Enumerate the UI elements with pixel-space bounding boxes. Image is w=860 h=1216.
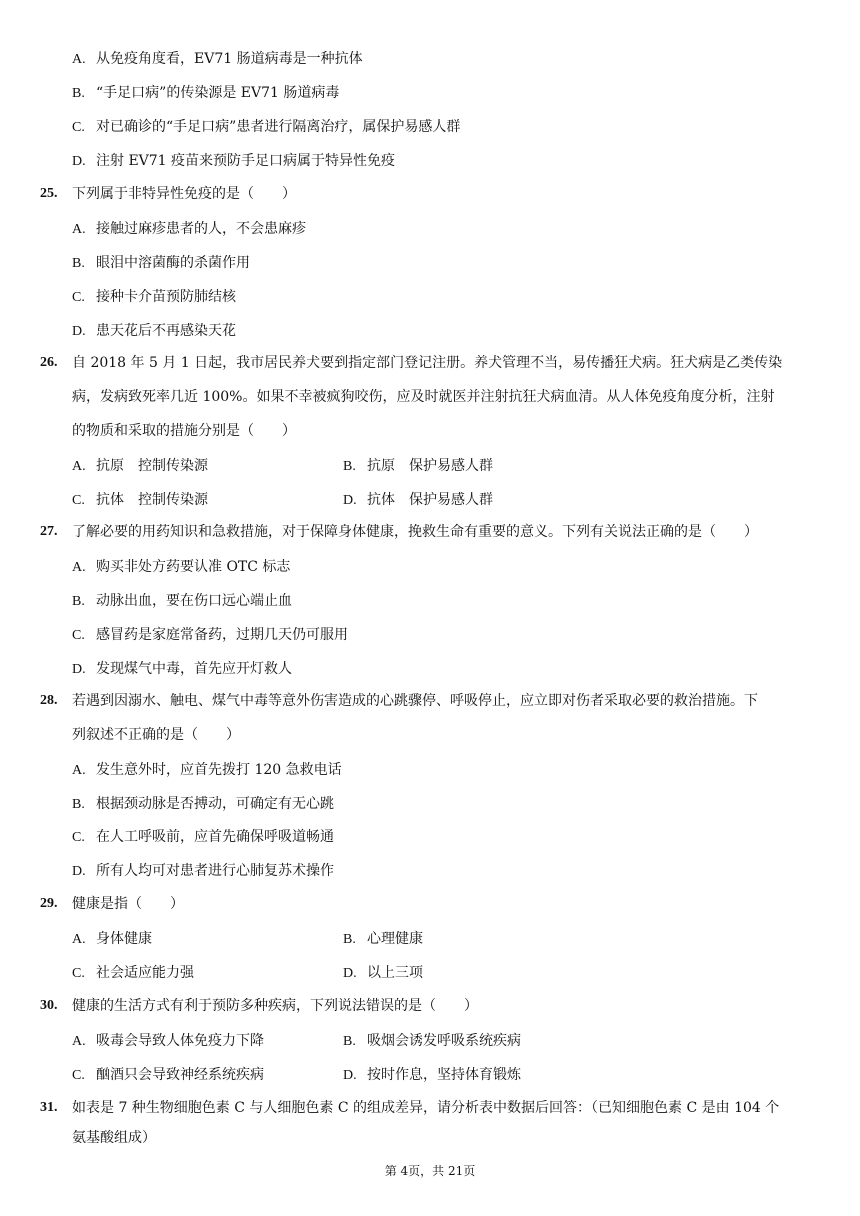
q26-stem-line1: 自 2018 年 5 月 1 日起，我市居民养犬要到指定部门登记注册。养犬管理不当，易传播狂犬病。狂犬病是乙类传染 bbox=[72, 355, 783, 371]
q27-option-c: C. 感冒药是家庭常备药，过期几天仍可服用 bbox=[72, 627, 348, 643]
q29-stem: 健康是指（ ） bbox=[72, 896, 184, 912]
q27-option-a: A. 购买非处方药要认准 OTC 标志 bbox=[72, 559, 291, 575]
q24-option-c: C. 对已确诊的“手足口病”患者进行隔离治疗，属保护易感人群 bbox=[72, 119, 461, 135]
q30-option-c: C. 酗酒只会导致神经系统疾病 bbox=[72, 1067, 264, 1083]
q30-option-a: A. 吸毒会导致人体免疫力下降 bbox=[72, 1033, 264, 1049]
q25-option-a: A. 接触过麻疹患者的人，不会患麻疹 bbox=[72, 221, 306, 237]
q25-stem: 下列属于非特异性免疫的是（ ） bbox=[72, 186, 296, 202]
q25-option-c: C. 接种卡介苗预防肺结核 bbox=[72, 289, 236, 305]
q31-number: 31. bbox=[40, 1100, 58, 1115]
page-footer: 第 4页，共 21页 bbox=[384, 1164, 476, 1178]
q29-option-d: D. 以上三项 bbox=[343, 965, 423, 981]
q27-option-d: D. 发现煤气中毒，首先应开灯救人 bbox=[72, 661, 292, 677]
q28-option-c: C. 在人工呼吸前，应首先确保呼吸道畅通 bbox=[72, 829, 334, 845]
q25-option-d: D. 患天花后不再感染天花 bbox=[72, 323, 236, 339]
q27-number: 27. bbox=[40, 524, 58, 539]
q26-number: 26. bbox=[40, 355, 58, 370]
q31-stem-line2: 氨基酸组成） bbox=[72, 1130, 156, 1146]
q25-option-b: B. 眼泪中溶菌酶的杀菌作用 bbox=[72, 255, 250, 271]
q29-number: 29. bbox=[40, 896, 58, 911]
q27-option-b: B. 动脉出血，要在伤口远心端止血 bbox=[72, 593, 292, 609]
q28-number: 28. bbox=[40, 693, 58, 708]
q24-option-d: D. 注射 EV71 疫苗来预防手足口病属于特异性免疫 bbox=[72, 153, 396, 169]
q28-stem-line2: 列叙述不正确的是（ ） bbox=[72, 727, 240, 743]
q31-stem-line1: 如表是 7 种生物细胞色素 C 与人细胞色素 C 的组成差异，请分析表中数据后回答：（已知细胞色素 C 是由 104 个 bbox=[72, 1100, 780, 1116]
q28-option-a: A. 发生意外时，应首先拨打 120 急救电话 bbox=[72, 762, 342, 778]
q27-stem: 了解必要的用药知识和急救措施，对于保障身体健康，挽救生命有重要的意义。下列有关说法正确的是（ ） bbox=[72, 524, 758, 540]
q26-option-c: C. 抗体 控制传染源 bbox=[72, 492, 208, 508]
q28-stem-line1: 若遇到因溺水、触电、煤气中毒等意外伤害造成的心跳骤停、呼吸停止，应立即对伤者采取必要的救治措施。下 bbox=[72, 693, 758, 709]
q29-option-a: A. 身体健康 bbox=[72, 931, 152, 947]
q25-number: 25. bbox=[40, 186, 58, 201]
q28-option-b: B. 根据颈动脉是否搏动，可确定有无心跳 bbox=[72, 796, 334, 812]
q28-option-d: D. 所有人均可对患者进行心肺复苏术操作 bbox=[72, 863, 334, 879]
q30-option-b: B. 吸烟会诱发呼吸系统疾病 bbox=[343, 1033, 521, 1049]
q29-option-c: C. 社会适应能力强 bbox=[72, 965, 194, 981]
q26-option-d: D. 抗体 保护易感人群 bbox=[343, 492, 493, 508]
q29-option-b: B. 心理健康 bbox=[343, 931, 423, 947]
q26-option-a: A. 抗原 控制传染源 bbox=[72, 458, 208, 474]
q30-stem: 健康的生活方式有利于预防多种疾病，下列说法错误的是（ ） bbox=[72, 998, 478, 1014]
q26-option-b: B. 抗原 保护易感人群 bbox=[343, 458, 493, 474]
q26-stem-line3: 的物质和采取的措施分别是（ ） bbox=[72, 423, 296, 439]
q24-option-a: A. 从免疫角度看，EV71 肠道病毒是一种抗体 bbox=[72, 51, 363, 67]
q26-stem-line2: 病，发病致死率几近 100%。如果不幸被疯狗咬伤，应及时就医并注射抗狂犬病血清。从人体免疫角度分析，注射 bbox=[72, 389, 775, 405]
q24-option-b: B. “手足口病”的传染源是 EV71 肠道病毒 bbox=[72, 85, 340, 101]
q30-option-d: D. 按时作息，坚持体育锻炼 bbox=[343, 1067, 521, 1083]
q30-number: 30. bbox=[40, 998, 58, 1013]
